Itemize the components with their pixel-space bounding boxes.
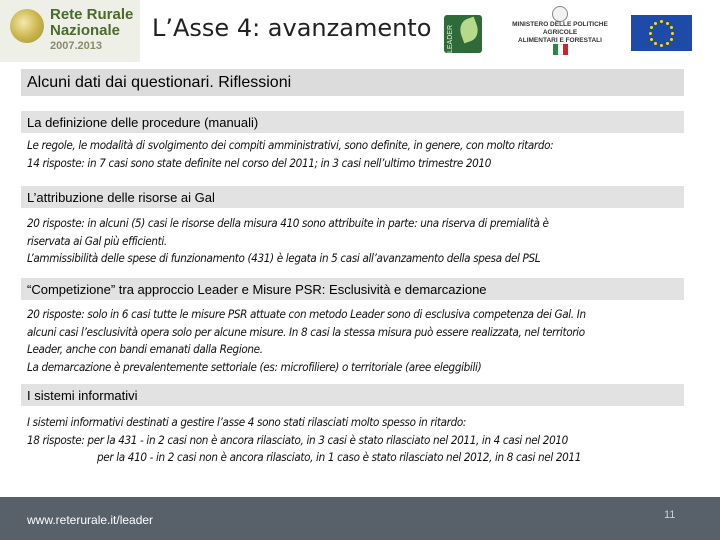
rete-rurale-emblem-icon: [10, 9, 44, 43]
section-heading-text: L’attribuzione delle risorse ai Gal: [27, 190, 215, 205]
body-line: Leader, anche con bandi emanati dalla Regione.: [27, 342, 263, 356]
slide-title: L’Asse 4: avanzamento: [152, 14, 432, 42]
ministry-name: [500, 21, 620, 45]
section-heading-resources: [21, 186, 684, 208]
leader-logo: [444, 15, 482, 53]
section-body-resources: [27, 215, 677, 268]
page-number: 11: [664, 509, 676, 521]
body-line: L’ammissibilità delle spese di funzionamento (431) è legata in 5 casi all’avanzamento della spesa del PSL: [27, 251, 541, 265]
section-heading-information-systems: [21, 384, 684, 406]
logo-name-line1: Rete Rurale: [50, 6, 134, 23]
body-line: riservata ai Gal più efficienti.: [27, 233, 167, 248]
section-heading-text: I sistemi informativi: [27, 388, 138, 403]
body-line: 14 risposte: in 7 casi sono state definite nel corso del 2011; in 3 casi nell’ultimo trimestre 2010: [27, 155, 491, 170]
slide-subtitle: Alcuni dati dai questionari. Riflessioni: [27, 74, 292, 91]
leader-logo-text: LEADER: [447, 25, 454, 54]
body-line: La demarcazione è prevalentemente settoriale (es: microfiliere) o territoriale (aree eleggibili): [27, 359, 482, 374]
slide-header: [0, 0, 720, 62]
logo-name-line2: Nazionale: [50, 22, 121, 39]
italian-flag-icon: [553, 44, 568, 55]
body-line: 20 risposte: solo in 6 casi tutte le misure PSR attuate con metodo Leader sono di esclusiva competenza dei Gal. In: [27, 307, 586, 321]
section-heading-text: “Competizione” tra approccio Leader e Misure PSR: Esclusività e demarcazione: [27, 282, 487, 297]
ministry-line1: MINISTERO DELLE POLITICHE AGRICOLE: [512, 21, 608, 36]
footer-url-link[interactable]: www.reterurale.it/leader: [27, 513, 154, 527]
section-heading-procedures: [21, 111, 684, 133]
section-heading-text: La definizione delle procedure (manuali): [27, 115, 259, 130]
rete-rurale-logo: [0, 0, 140, 62]
body-line: I sistemi informativi destinati a gestire l’asse 4 sono stati rilasciati molto spesso in ritardo:: [27, 415, 467, 429]
section-heading-competition: [21, 278, 684, 300]
logo-years: 2007.2013: [50, 40, 102, 52]
italian-republic-emblem-icon: [552, 6, 568, 22]
logo-name: [50, 7, 133, 39]
body-line: 18 risposte: per la 431 - in 2 casi non è ancora rilasciato, in 3 casi è stato rilasciato nel 2011, in 4 casi nel 2010: [27, 432, 568, 447]
body-line: Le regole, le modalità di svolgimento dei compiti amministrativi, sono definite, in genere, con molto ritardo:: [27, 138, 554, 152]
subtitle-bar: [21, 69, 684, 96]
body-line: per la 410 - in 2 casi non è ancora rilasciato, in 1 caso è stato rilasciato nel 2012, in 8 casi nel 2011: [97, 450, 581, 464]
section-body-procedures: [27, 137, 677, 172]
leaf-icon: [457, 17, 481, 44]
eu-flag-icon: [631, 15, 692, 51]
ministry-line2: ALIMENTARI E FORESTALI: [518, 37, 602, 44]
body-line: alcuni casi l’esclusività opera solo per alcune misure. In 8 casi la stessa misura può essere realizzata, nel territorio: [27, 324, 585, 339]
ministry-logo: [500, 6, 620, 56]
body-line: 20 risposte: in alcuni (5) casi le risorse della misura 410 sono attribuite in parte: una riserva di premialità è: [27, 216, 549, 230]
slide-footer: [0, 497, 720, 540]
section-body-information-systems: [27, 414, 677, 467]
section-body-competition: [27, 306, 677, 376]
